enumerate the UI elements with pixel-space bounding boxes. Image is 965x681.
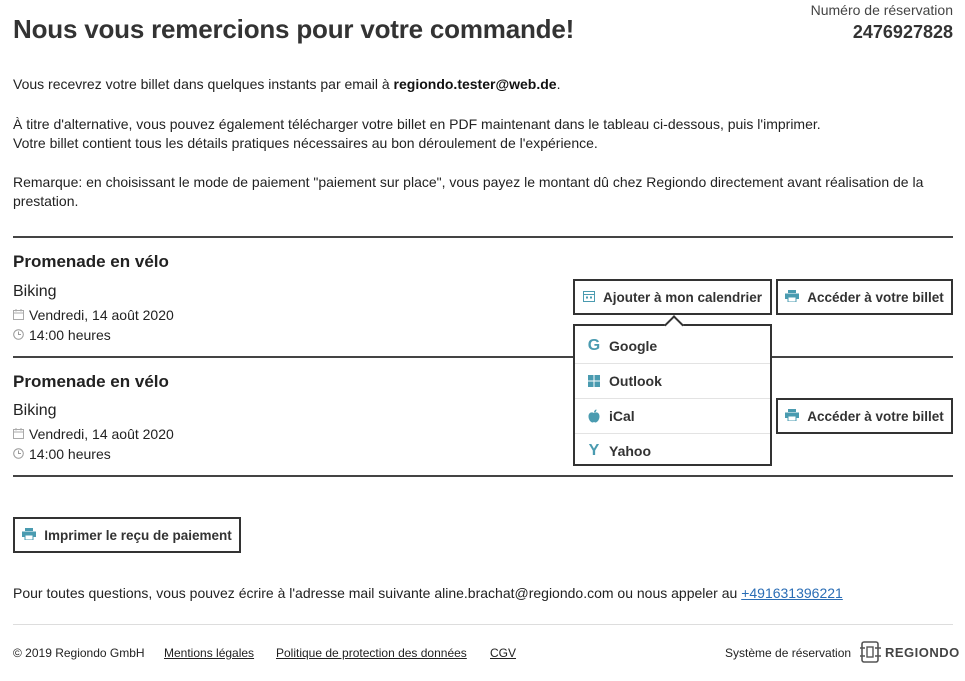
alternative-line-2: Votre billet contient tous les détails pratiques nécessaires au bon déroulement de l'expérience. xyxy=(13,135,598,151)
regiondo-brand: REGIONDO xyxy=(885,645,960,660)
google-icon: G xyxy=(587,336,601,354)
calendar-icon xyxy=(583,290,595,305)
item-time-text: 14:00 heures xyxy=(29,446,111,462)
calendar-option-label: Outlook xyxy=(609,373,662,389)
email-notice-text: Vous recevrez votre billet dans quelques instants par email à xyxy=(13,76,394,92)
contact-text: Pour toutes questions, vous pouvez écrire à l'adresse mail suivante aline.brachat@regiondo.com ou nous appeler au xyxy=(13,585,742,601)
windows-icon xyxy=(587,373,601,389)
apple-icon xyxy=(587,408,601,424)
access-ticket-label: Accéder à votre billet xyxy=(807,289,944,305)
item-subtitle: Biking xyxy=(13,283,57,300)
calendar-option-label: Google xyxy=(609,337,658,354)
calendar-option-outlook[interactable] xyxy=(575,363,770,398)
item-date xyxy=(13,426,174,442)
access-ticket-button[interactable] xyxy=(776,279,953,315)
calendar-icon xyxy=(13,426,24,442)
item-date-text: Vendredi, 14 août 2020 xyxy=(29,426,174,442)
page-title: Nous vous remercions pour votre commande! xyxy=(13,14,575,44)
printer-icon xyxy=(22,528,36,543)
calendar-option-ical[interactable] xyxy=(575,398,770,433)
booking-system-label: Système de réservation xyxy=(725,646,852,660)
calendar-dropdown xyxy=(573,324,772,466)
item-subtitle: Biking xyxy=(13,402,57,419)
footer-divider xyxy=(13,624,953,625)
legal-notice-link[interactable]: Mentions légales xyxy=(164,646,255,660)
item-title: Promenade en vélo xyxy=(13,372,169,391)
phone-link[interactable]: +491631396221 xyxy=(741,585,843,601)
calendar-option-google[interactable] xyxy=(575,328,770,363)
reservation-label: Numéro de réservation xyxy=(810,2,953,18)
item-time-text: 14:00 heures xyxy=(29,327,111,343)
email-notice xyxy=(13,75,953,94)
payment-remark: Remarque: en choisissant le mode de paiement "paiement sur place", vous payez le montant dû chez Regiondo directement avant réalisation de la prestation. xyxy=(13,174,924,209)
divider xyxy=(13,475,953,477)
reservation-number: 2476927828 xyxy=(852,22,953,42)
item-time xyxy=(13,327,111,343)
regiondo-logo-icon xyxy=(859,640,883,664)
clock-icon xyxy=(13,327,24,343)
item-date-text: Vendredi, 14 août 2020 xyxy=(29,307,174,323)
item-time xyxy=(13,446,111,462)
yahoo-icon: Y xyxy=(588,442,600,459)
calendar-icon xyxy=(13,307,24,323)
email-notice-suffix: . xyxy=(556,76,561,92)
print-receipt-button[interactable] xyxy=(13,517,241,553)
printer-icon xyxy=(785,290,799,305)
divider xyxy=(13,236,953,238)
access-ticket-button[interactable] xyxy=(776,398,953,434)
access-ticket-label: Accéder à votre billet xyxy=(807,408,944,424)
privacy-policy-link[interactable]: Politique de protection des données xyxy=(276,646,467,660)
add-to-calendar-button[interactable] xyxy=(573,279,772,315)
terms-link[interactable]: CGV xyxy=(490,646,517,660)
contact-info xyxy=(13,585,843,601)
printer-icon xyxy=(785,409,799,424)
calendar-option-label: iCal xyxy=(609,408,635,424)
copyright: © 2019 Regiondo GmbH xyxy=(13,646,145,660)
alternative-notice xyxy=(13,115,953,153)
add-to-calendar-label: Ajouter à mon calendrier xyxy=(602,289,763,305)
print-receipt-label: Imprimer le reçu de paiement xyxy=(44,527,232,543)
item-title: Promenade en vélo xyxy=(13,252,169,271)
calendar-option-label: Yahoo xyxy=(609,443,652,459)
alternative-line-1: À titre d'alternative, vous pouvez également télécharger votre billet en PDF maintenant dans le tableau ci-dessous, puis l'imprimer. xyxy=(13,116,821,132)
customer-email: regiondo.tester@web.de xyxy=(393,76,557,92)
item-date xyxy=(13,307,174,323)
calendar-option-yahoo[interactable] xyxy=(575,433,770,468)
clock-icon xyxy=(13,446,24,462)
divider xyxy=(13,356,953,358)
